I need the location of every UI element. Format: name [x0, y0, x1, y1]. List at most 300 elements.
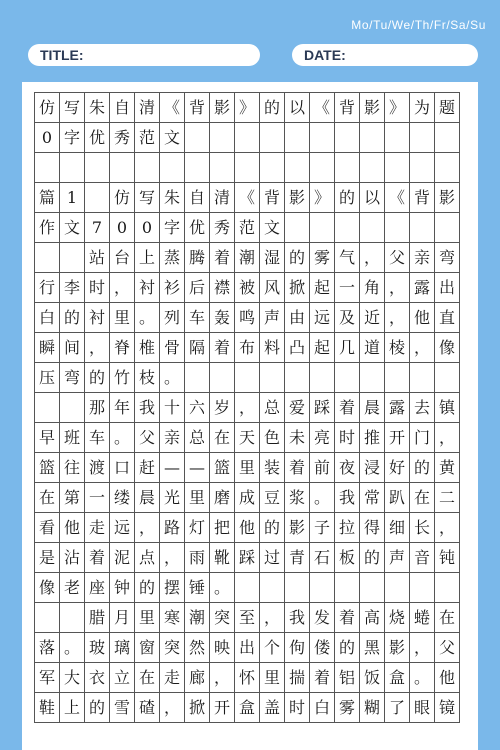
grid-cell: 里: [260, 663, 285, 693]
grid-cell: ，: [385, 303, 410, 333]
grid-cell: 朱: [85, 93, 110, 123]
grid-cell: 背: [410, 183, 435, 213]
grid-cell: ，: [410, 633, 435, 663]
grid-cell: 文: [60, 213, 85, 243]
grid-cell: 赶: [135, 453, 160, 483]
grid-cell: 车: [85, 423, 110, 453]
grid-cell: 秀: [210, 213, 235, 243]
grid-cell: 常: [360, 483, 385, 513]
grid-cell: 浸: [360, 453, 385, 483]
grid-cell: 青: [285, 543, 310, 573]
grid-cell: ，: [385, 273, 410, 303]
grid-cell: 盒: [385, 663, 410, 693]
grid-cell: 镜: [435, 693, 460, 723]
grid-cell: 远: [110, 513, 135, 543]
grid-cell: 开: [210, 693, 235, 723]
grid-cell: 站: [85, 243, 110, 273]
grid-cell: 糊: [360, 693, 385, 723]
grid-cell: 过: [260, 543, 285, 573]
grid-cell: 列: [160, 303, 185, 333]
grid-cell: 在: [135, 663, 160, 693]
grid-cell: 未: [285, 423, 310, 453]
grid-cell: 背: [185, 93, 210, 123]
grid-cell: 石: [310, 543, 335, 573]
grid-cell: 立: [110, 663, 135, 693]
grid-cell: 浆: [285, 483, 310, 513]
grid-cell: 军: [35, 663, 60, 693]
grid-cell: [260, 153, 285, 183]
grid-cell: 襟: [210, 273, 235, 303]
left-border: [0, 82, 22, 750]
grid-cell: 被: [235, 273, 260, 303]
grid-cell: 露: [385, 393, 410, 423]
grid-cell: 脊: [110, 333, 135, 363]
grid-cell: 掀: [185, 693, 210, 723]
grid-cell: 路: [160, 513, 185, 543]
grid-cell: 窗: [135, 633, 160, 663]
grid-cell: 料: [260, 333, 285, 363]
grid-cell: 字: [60, 123, 85, 153]
grid-cell: 天: [235, 423, 260, 453]
grid-cell: 灯: [185, 513, 210, 543]
grid-cell: 作: [35, 213, 60, 243]
grid-cell: [335, 123, 360, 153]
grid-cell: 着: [335, 603, 360, 633]
grid-cell: 的: [360, 543, 385, 573]
grid-cell: [210, 123, 235, 153]
grid-cell: 我: [285, 603, 310, 633]
grid-cell: 的: [335, 183, 360, 213]
grid-cell: 时: [335, 423, 360, 453]
grid-cell: [385, 153, 410, 183]
grid-cell: 间: [60, 333, 85, 363]
title-label: TITLE:: [40, 47, 84, 63]
grid-cell: 然: [185, 633, 210, 663]
grid-cell: 着: [335, 393, 360, 423]
grid-cell: 优: [185, 213, 210, 243]
grid-cell: [360, 213, 385, 243]
grid-cell: 的: [335, 633, 360, 663]
grid-cell: 。: [160, 363, 185, 393]
grid-cell: 腾: [185, 243, 210, 273]
grid-cell: 一: [85, 483, 110, 513]
grid-cell: 范: [135, 123, 160, 153]
grid-cell: [385, 213, 410, 243]
grid-cell: [435, 573, 460, 603]
grid-cell: 大: [60, 663, 85, 693]
grid-cell: [335, 363, 360, 393]
grid-cell: 我: [335, 483, 360, 513]
grid-cell: 亲: [410, 243, 435, 273]
grid-cell: 总: [260, 393, 285, 423]
grid-cell: 沾: [60, 543, 85, 573]
right-border: [478, 82, 500, 750]
grid-cell: [210, 363, 235, 393]
grid-cell: 背: [335, 93, 360, 123]
grid-cell: 看: [35, 513, 60, 543]
grid-cell: 黄: [435, 453, 460, 483]
grid-cell: [185, 153, 210, 183]
grid-cell: 在: [435, 603, 460, 633]
grid-cell: 盒: [235, 693, 260, 723]
grid-cell: 早: [35, 423, 60, 453]
grid-cell: 豆: [260, 483, 285, 513]
grid-cell: 泥: [110, 543, 135, 573]
grid-cell: 由: [285, 303, 310, 333]
grid-cell: 黑: [360, 633, 385, 663]
grid-cell: [210, 153, 235, 183]
grid-cell: 近: [360, 303, 385, 333]
grid-cell: 晨: [360, 393, 385, 423]
grid-cell: 的: [135, 573, 160, 603]
grid-cell: 布: [235, 333, 260, 363]
grid-cell: 朱: [160, 183, 185, 213]
grid-cell: 走: [160, 663, 185, 693]
grid-cell: [435, 123, 460, 153]
grid-cell: 声: [385, 543, 410, 573]
grid-cell: [435, 153, 460, 183]
grid-cell: ，: [435, 513, 460, 543]
grid-cell: [310, 153, 335, 183]
grid-cell: 蒸: [160, 243, 185, 273]
grid-cell: 上: [135, 243, 160, 273]
grid-cell: ，: [435, 423, 460, 453]
grid-cell: 高: [360, 603, 385, 633]
grid-cell: [410, 213, 435, 243]
grid-cell: 个: [260, 633, 285, 663]
grid-cell: 文: [260, 213, 285, 243]
grid-cell: 板: [335, 543, 360, 573]
grid-cell: 眼: [410, 693, 435, 723]
grid-cell: 以: [360, 183, 385, 213]
grid-cell: 他: [235, 513, 260, 543]
grid-cell: 鞋: [35, 693, 60, 723]
grid-cell: 里: [185, 483, 210, 513]
grid-cell: [185, 363, 210, 393]
grid-cell: 门: [410, 423, 435, 453]
grid-cell: 着: [210, 333, 235, 363]
grid-cell: 台: [110, 243, 135, 273]
grid-cell: 题: [435, 93, 460, 123]
grid-cell: 凸: [285, 333, 310, 363]
grid-cell: 弯: [435, 243, 460, 273]
grid-cell: 二: [435, 483, 460, 513]
grid-cell: 璃: [110, 633, 135, 663]
grid-cell: 班: [60, 423, 85, 453]
grid-cell: 偻: [310, 633, 335, 663]
grid-cell: 影: [210, 93, 235, 123]
grid-cell: [385, 363, 410, 393]
grid-cell: 潮: [185, 603, 210, 633]
grid-cell: 以: [285, 93, 310, 123]
grid-cell: 着: [310, 663, 335, 693]
grid-cell: 里: [235, 453, 260, 483]
grid-cell: 往: [60, 453, 85, 483]
grid-cell: 潮: [235, 243, 260, 273]
grid-cell: [285, 573, 310, 603]
grid-cell: 角: [360, 273, 385, 303]
grid-cell: 至: [235, 603, 260, 633]
grid-cell: 白: [310, 693, 335, 723]
grid-cell: 1: [60, 183, 85, 213]
grid-cell: 在: [35, 483, 60, 513]
grid-cell: 的: [410, 453, 435, 483]
grid-cell: ，: [260, 603, 285, 633]
grid-cell: 像: [35, 573, 60, 603]
grid-cell: 仿: [110, 183, 135, 213]
grid-cell: 出: [235, 633, 260, 663]
grid-cell: 他: [60, 513, 85, 543]
grid-cell: [335, 213, 360, 243]
grid-cell: 碴: [135, 693, 160, 723]
grid-cell: 了: [385, 693, 410, 723]
grid-cell: 椎: [135, 333, 160, 363]
grid-cell: [360, 363, 385, 393]
grid-cell: 摆: [160, 573, 185, 603]
grid-cell: 玻: [85, 633, 110, 663]
grid-cell: [260, 123, 285, 153]
grid-cell: [260, 573, 285, 603]
weekday-selector[interactable]: Mo/Tu/We/Th/Fr/Sa/Su: [351, 18, 486, 32]
grid-cell: 得: [360, 513, 385, 543]
grid-cell: 点: [135, 543, 160, 573]
grid-cell: 起: [310, 333, 335, 363]
grid-cell: 第: [60, 483, 85, 513]
grid-cell: 年: [110, 393, 135, 423]
grid-cell: 写: [60, 93, 85, 123]
grid-cell: 盖: [260, 693, 285, 723]
grid-cell: [410, 123, 435, 153]
grid-cell: 《: [160, 93, 185, 123]
grid-cell: 衣: [85, 663, 110, 693]
grid-cell: [310, 363, 335, 393]
grid-cell: [360, 573, 385, 603]
grid-cell: 怀: [235, 663, 260, 693]
grid-cell: 字: [160, 213, 185, 243]
grid-cell: ，: [135, 513, 160, 543]
grid-cell: 影: [360, 93, 385, 123]
grid-cell: —: [185, 453, 210, 483]
grid-cell: 》: [235, 93, 260, 123]
grid-cell: 》: [385, 93, 410, 123]
grid-cell: 的: [260, 513, 285, 543]
grid-cell: 前: [310, 453, 335, 483]
grid-cell: 李: [60, 273, 85, 303]
grid-cell: 时: [85, 273, 110, 303]
grid-cell: [60, 243, 85, 273]
grid-cell: ，: [160, 543, 185, 573]
date-field[interactable]: [292, 44, 478, 66]
writing-sheet: [22, 82, 478, 750]
grid-cell: 车: [185, 303, 210, 333]
grid-cell: 0: [135, 213, 160, 243]
grid-cell: 音: [410, 543, 435, 573]
grid-cell: 里: [110, 303, 135, 333]
grid-cell: 《: [310, 93, 335, 123]
grid-cell: [235, 123, 260, 153]
grid-cell: 镇: [435, 393, 460, 423]
grid-cell: —: [160, 453, 185, 483]
grid-cell: 长: [410, 513, 435, 543]
grid-cell: 落: [35, 633, 60, 663]
grid-cell: 父: [435, 633, 460, 663]
grid-cell: 雾: [310, 243, 335, 273]
grid-cell: 文: [160, 123, 185, 153]
grid-cell: [310, 123, 335, 153]
grid-cell: 把: [210, 513, 235, 543]
grid-cell: [285, 213, 310, 243]
grid-cell: 篇: [35, 183, 60, 213]
grid-cell: 钝: [435, 543, 460, 573]
grid-cell: 清: [135, 93, 160, 123]
grid-cell: [435, 363, 460, 393]
grid-cell: [435, 213, 460, 243]
grid-cell: 道: [360, 333, 385, 363]
grid-cell: 他: [435, 663, 460, 693]
grid-cell: [85, 183, 110, 213]
grid-cell: 开: [385, 423, 410, 453]
grid-cell: 棱: [385, 333, 410, 363]
grid-cell: 着: [210, 243, 235, 273]
grid-cell: [35, 393, 60, 423]
grid-cell: 衫: [160, 273, 185, 303]
grid-cell: 为: [410, 93, 435, 123]
grid-cell: [135, 153, 160, 183]
grid-cell: 缕: [110, 483, 135, 513]
grid-cell: 细: [385, 513, 410, 543]
grid-cell: 钟: [110, 573, 135, 603]
grid-cell: 六: [185, 393, 210, 423]
grid-cell: 鸣: [235, 303, 260, 333]
grid-cell: 影: [385, 633, 410, 663]
grid-cell: 踩: [235, 543, 260, 573]
grid-cell: [60, 603, 85, 633]
grid-cell: 行: [35, 273, 60, 303]
grid-cell: [110, 153, 135, 183]
grid-cell: 上: [60, 693, 85, 723]
grid-cell: 的: [85, 693, 110, 723]
grid-cell: 廊: [185, 663, 210, 693]
grid-cell: 父: [385, 243, 410, 273]
grid-cell: 月: [110, 603, 135, 633]
grid-cell: 骨: [160, 333, 185, 363]
grid-cell: 靴: [210, 543, 235, 573]
grid-cell: 秀: [110, 123, 135, 153]
grid-cell: 影: [435, 183, 460, 213]
grid-cell: [360, 153, 385, 183]
grid-cell: 。: [210, 573, 235, 603]
grid-cell: 露: [410, 273, 435, 303]
grid-cell: 烧: [385, 603, 410, 633]
grid-cell: 。: [310, 483, 335, 513]
grid-cell: 发: [310, 603, 335, 633]
grid-cell: 着: [285, 453, 310, 483]
grid-cell: 座: [85, 573, 110, 603]
grid-cell: 几: [335, 333, 360, 363]
grid-cell: [310, 213, 335, 243]
grid-cell: 蜷: [410, 603, 435, 633]
grid-cell: [235, 573, 260, 603]
grid-cell: 白: [35, 303, 60, 333]
grid-cell: [235, 153, 260, 183]
grid-cell: [260, 363, 285, 393]
grid-cell: 爱: [285, 393, 310, 423]
grid-cell: 影: [285, 183, 310, 213]
grid-cell: [385, 573, 410, 603]
grid-cell: ，: [360, 243, 385, 273]
grid-cell: 腊: [85, 603, 110, 633]
grid-cell: 子: [310, 513, 335, 543]
grid-cell: 衬: [85, 303, 110, 333]
grid-cell: 着: [85, 543, 110, 573]
grid-cell: 那: [85, 393, 110, 423]
grid-cell: [35, 603, 60, 633]
grid-cell: 揣: [285, 663, 310, 693]
grid-cell: 光: [160, 483, 185, 513]
grid-cell: 后: [185, 273, 210, 303]
grid-cell: 范: [235, 213, 260, 243]
grid-cell: [35, 243, 60, 273]
grid-cell: ，: [410, 333, 435, 363]
grid-cell: 踩: [310, 393, 335, 423]
grid-cell: 趴: [385, 483, 410, 513]
grid-cell: 风: [260, 273, 285, 303]
grid-cell: 《: [235, 183, 260, 213]
grid-cell: [385, 123, 410, 153]
grid-cell: ，: [85, 333, 110, 363]
grid-cell: 寒: [160, 603, 185, 633]
grid-cell: 轰: [210, 303, 235, 333]
grid-cell: 篮: [210, 453, 235, 483]
grid-cell: 锤: [185, 573, 210, 603]
grid-cell: 拉: [335, 513, 360, 543]
grid-cell: [360, 123, 385, 153]
grid-cell: 走: [85, 513, 110, 543]
title-field[interactable]: [28, 44, 260, 66]
grid-cell: 岁: [210, 393, 235, 423]
manuscript-grid: [34, 92, 460, 723]
grid-cell: 0: [35, 123, 60, 153]
grid-cell: 》: [310, 183, 335, 213]
grid-cell: 口: [110, 453, 135, 483]
grid-cell: 晨: [135, 483, 160, 513]
grid-cell: [310, 573, 335, 603]
grid-cell: 自: [185, 183, 210, 213]
grid-cell: 出: [435, 273, 460, 303]
grid-cell: [410, 153, 435, 183]
grid-cell: 气: [335, 243, 360, 273]
grid-cell: 磨: [210, 483, 235, 513]
grid-cell: [35, 153, 60, 183]
grid-cell: 铝: [335, 663, 360, 693]
grid-cell: 声: [260, 303, 285, 333]
grid-cell: 他: [410, 303, 435, 333]
grid-cell: 远: [310, 303, 335, 333]
grid-cell: ，: [235, 393, 260, 423]
grid-cell: 压: [35, 363, 60, 393]
grid-cell: 写: [135, 183, 160, 213]
grid-cell: 好: [385, 453, 410, 483]
grid-cell: 色: [260, 423, 285, 453]
grid-cell: [335, 573, 360, 603]
grid-cell: 优: [85, 123, 110, 153]
grid-cell: 总: [185, 423, 210, 453]
grid-cell: 影: [285, 513, 310, 543]
grid-cell: [160, 153, 185, 183]
grid-cell: 十: [160, 393, 185, 423]
grid-cell: ，: [210, 663, 235, 693]
grid-cell: 瞬: [35, 333, 60, 363]
